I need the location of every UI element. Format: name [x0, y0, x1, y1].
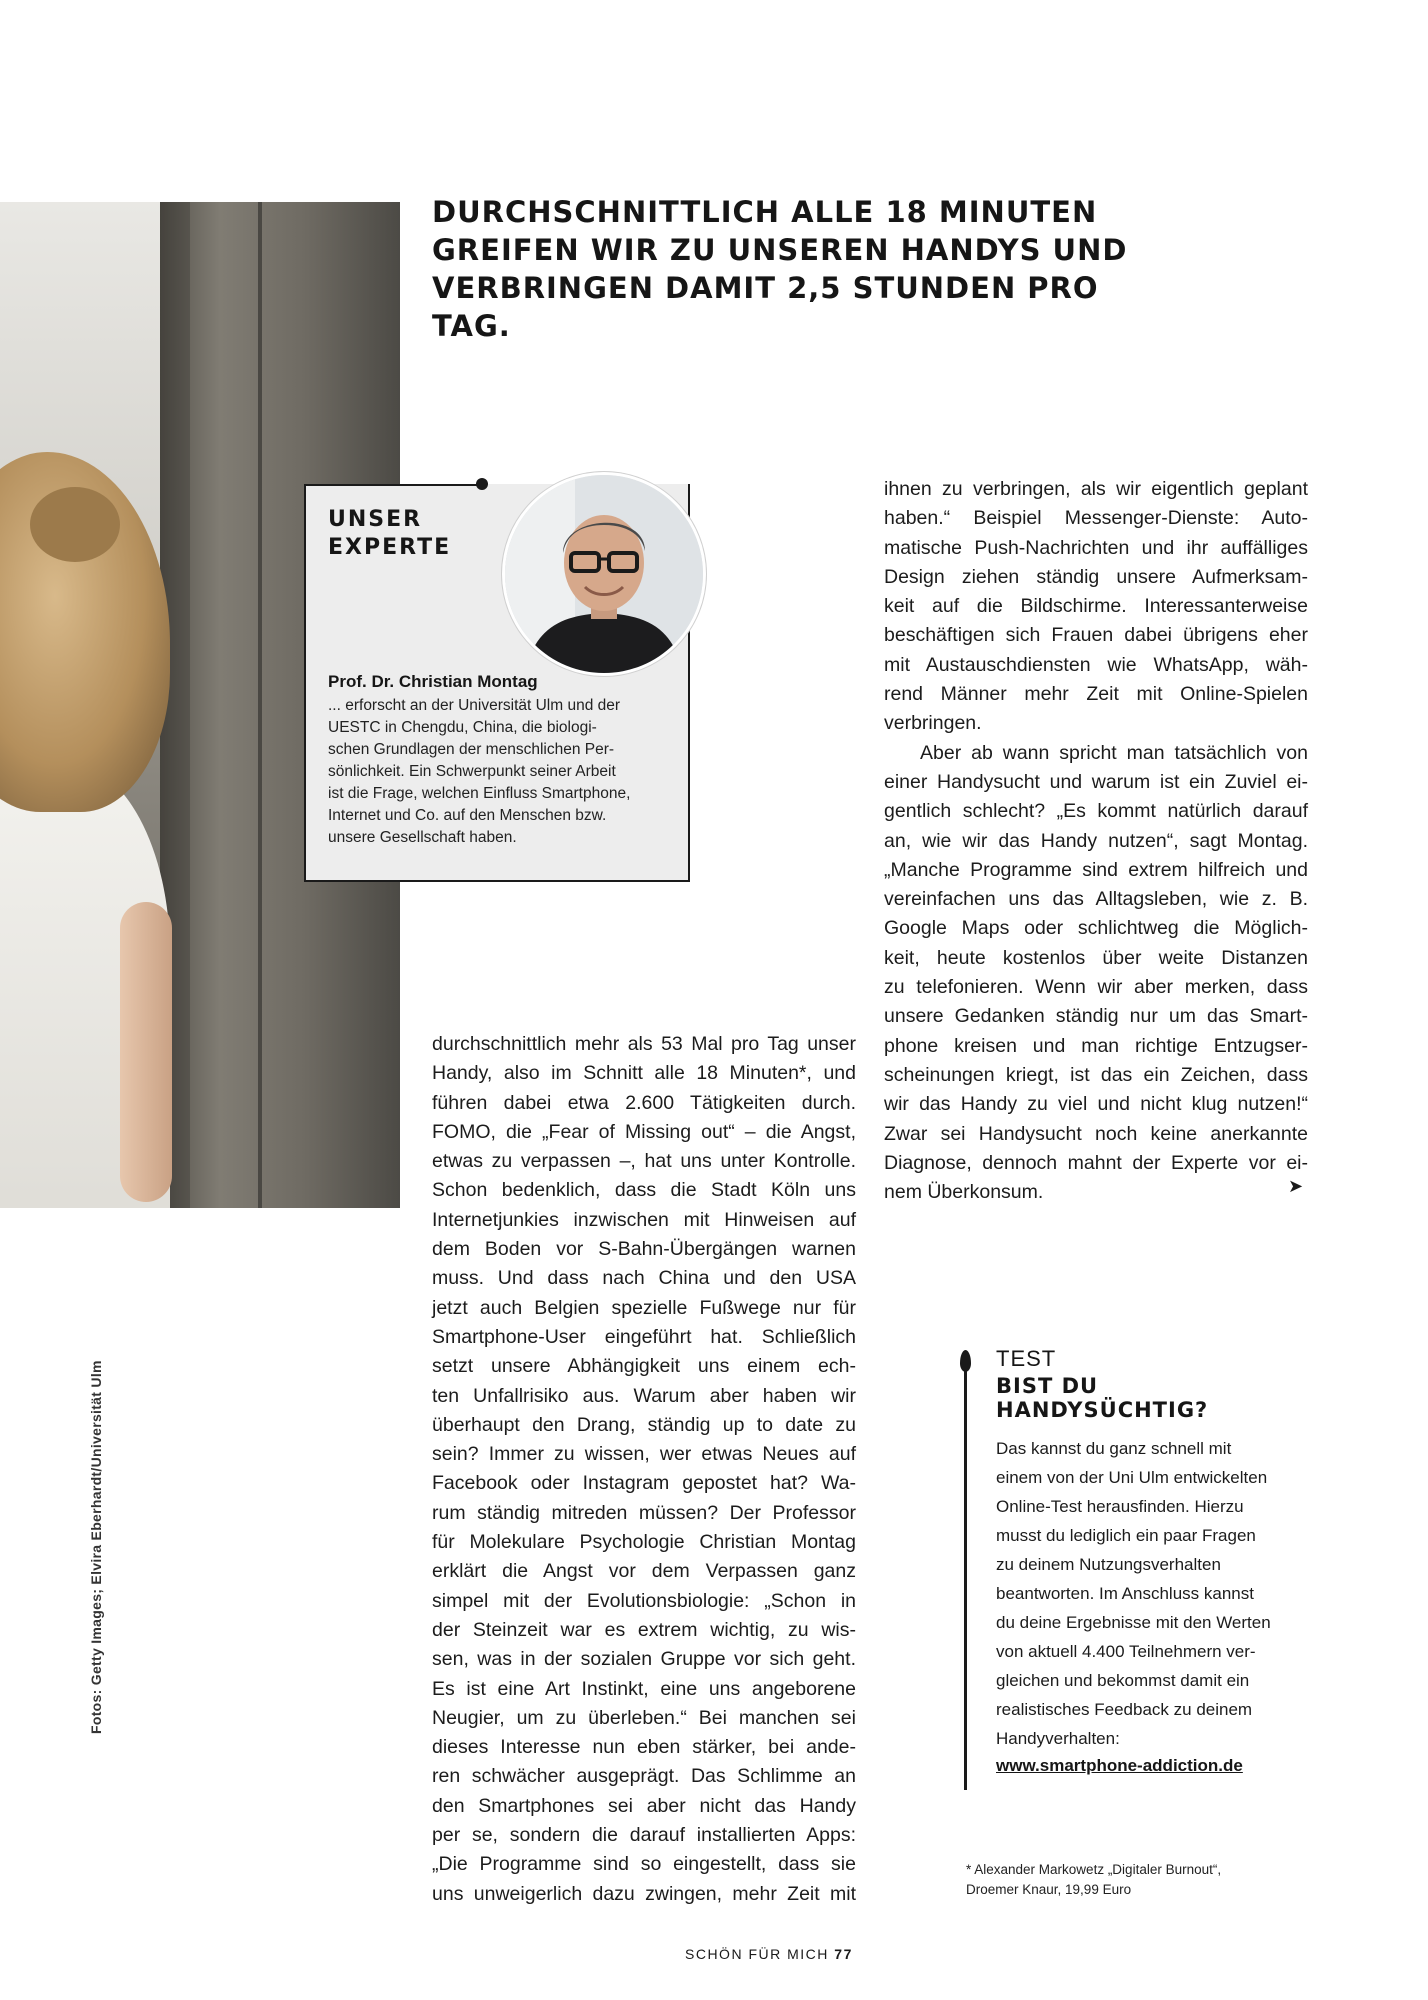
- body-line: jetzt auch Belgien spezielle Fußwege nur für: [432, 1296, 856, 1319]
- body-line: durchschnittlich mehr als 53 Mal pro Tag unser: [432, 1033, 856, 1055]
- test-body-line: zu deinem Nutzungsverhalten: [996, 1555, 1221, 1574]
- test-sidebar-rule: [964, 1360, 967, 1790]
- body-line: Smartphone-User eingeführt hat. Schließlich: [432, 1325, 856, 1348]
- test-body: [996, 1434, 1316, 1753]
- test-body-line: beantworten. Im Anschluss kannst: [996, 1584, 1254, 1603]
- body-line: Design ziehen ständig unsere Aufmerksam-: [884, 565, 1308, 588]
- page-folio: [685, 1946, 853, 1962]
- test-body-line: Online-Test herausfinden. Hierzu: [996, 1497, 1244, 1516]
- body-line: dem Boden vor S-Bahn-Übergängen warnen: [432, 1238, 856, 1261]
- test-body-line: musst du lediglich ein paar Fragen: [996, 1526, 1256, 1545]
- magazine-name: SCHÖN FÜR MICH: [685, 1946, 829, 1962]
- test-sidebar: [960, 1342, 1310, 1792]
- footnote: [966, 1860, 1221, 1900]
- body-line: haben.“ Beispiel Messenger-Dienste: Auto-: [884, 507, 1308, 530]
- expert-box-left-rule: [304, 484, 306, 880]
- headline-line: GREIFEN WIR ZU UNSEREN HANDYS UND: [432, 233, 1128, 267]
- page-headline: [432, 193, 1152, 345]
- footnote-line: Droemer Knaur, 19,99 Euro: [966, 1882, 1132, 1897]
- body-line: einer Handysucht und warum ist ein Zuviel ei-: [884, 770, 1308, 793]
- body-line: überhaupt den Drang, ständig up to date zu: [432, 1413, 856, 1436]
- test-body-line: du deine Ergebnisse mit den Werten: [996, 1613, 1271, 1632]
- photo-person-hair-bun: [30, 487, 120, 562]
- body-line: setzt unsere Abhängigkeit uns einem ech-: [432, 1355, 856, 1378]
- body-line: ten Unfallrisiko aus. Warum aber haben wir: [432, 1384, 856, 1407]
- test-body-line: Das kannst du ganz schnell mit: [996, 1439, 1232, 1458]
- body-line: für Molekulare Psychologie Christian Montag: [432, 1531, 856, 1554]
- body-line: den Smartphones sei aber nicht das Handy: [432, 1794, 856, 1817]
- body-line: zu telefonieren. Wenn wir aber merken, dass: [884, 976, 1308, 999]
- headline-line: DURCHSCHNITTLICH ALLE 18 MINUTEN: [432, 195, 1098, 229]
- expert-bio-line: sönlichkeit. Ein Schwerpunkt seiner Arbeit: [328, 763, 616, 780]
- expert-box: [304, 484, 690, 882]
- body-line: Zwar sei Handysucht noch keine anerkannte: [884, 1122, 1308, 1145]
- page-number: 77: [834, 1946, 853, 1962]
- continue-arrow-icon: ➤: [1288, 1176, 1304, 1196]
- test-body-line: einem von der Uni Ulm entwickelten: [996, 1468, 1268, 1487]
- body-line: an, wie wir das Handy nutzen“, sagt Montag.: [884, 829, 1308, 852]
- photo-person-arm: [120, 902, 172, 1202]
- footnote-line: * Alexander Markowetz „Digitaler Burnout“,: [966, 1862, 1222, 1877]
- body-line: der Steinzeit war es extrem wichtig, zu wis-: [432, 1618, 856, 1641]
- body-line: rend Männer mehr Zeit mit Online-Spielen: [884, 683, 1308, 706]
- body-line: matische Push-Nachrichten und ihr auffälliges: [884, 536, 1308, 559]
- photo-pillar-edge: [258, 202, 262, 1208]
- body-line: beschäftigen sich Frauen dabei übrigens eher: [884, 624, 1308, 647]
- body-column-right: [884, 475, 1308, 1207]
- headline-line: VERBRINGEN DAMIT 2,5 STUNDEN PRO TAG.: [432, 271, 1099, 343]
- body-line: wir das Handy zu viel und nicht klug nutzen!“: [884, 1093, 1308, 1116]
- body-line: Es ist eine Art Instinkt, eine uns angeborene: [432, 1677, 856, 1700]
- body-line: Neugier, um zu überleben.“ Bei manchen sei: [432, 1706, 856, 1729]
- body-line: Google Maps oder schlichtweg die Möglich-: [884, 917, 1308, 940]
- expert-name: Prof. Dr. Christian Montag: [328, 672, 538, 691]
- photo-credit: Fotos: Getty Images; Elvira Eberhardt/Universität Ulm: [88, 1360, 104, 1734]
- test-body-line: von aktuell 4.400 Teilnehmern ver-: [996, 1642, 1256, 1661]
- body-line: sein? Immer zu wissen, wer etwas Neues auf: [432, 1443, 856, 1466]
- body-line: Facebook oder Instagram gepostet hat? Wa-: [432, 1472, 856, 1495]
- body-line: keit, heute kostenlos über weite Distanzen: [884, 946, 1308, 969]
- body-line: simpel mit der Evolutionsbiologie: „Schon in: [432, 1589, 856, 1612]
- body-line: etwas zu verpassen –, hat uns unter Kontrolle.: [432, 1150, 856, 1173]
- body-line: „Die Programme sind so eingestellt, dass sie: [432, 1853, 856, 1876]
- expert-title-line: UNSER: [328, 507, 423, 532]
- expert-bio: [328, 695, 668, 849]
- expert-box-title: [328, 506, 451, 562]
- body-line: mit Austauschdiensten wie WhatsApp, wäh-: [884, 653, 1308, 676]
- body-line: nem Überkonsum.: [884, 1181, 1044, 1204]
- pin-dot-icon: [476, 478, 488, 490]
- body-line: FOMO, die „Fear of Missing out“ – die Angst,: [432, 1120, 856, 1143]
- body-line: rum ständig mitreden müssen? Der Professor: [432, 1501, 856, 1524]
- body-line: Diagnose, dennoch mahnt der Experte vor ei-: [884, 1151, 1308, 1174]
- expert-portrait-image: [505, 475, 703, 673]
- expert-bio-line: unsere Gesellschaft haben.: [328, 829, 517, 846]
- body-line: per se, sondern die darauf installierten Apps:: [432, 1824, 856, 1847]
- body-line: ren schwächer ausgeprägt. Das Schlimme an: [432, 1765, 856, 1788]
- expert-box-top-rule: [304, 484, 484, 486]
- body-line: ihnen zu verbringen, als wir eigentlich geplant: [884, 478, 1308, 500]
- expert-title-line: EXPERTE: [328, 535, 452, 560]
- test-body-line: realistisches Feedback zu deinem: [996, 1700, 1253, 1719]
- body-line: führen dabei etwa 2.600 Tätigkeiten durch.: [432, 1091, 856, 1114]
- body-line: muss. Und dass nach China und den USA: [432, 1267, 856, 1290]
- pin-drop-icon: [960, 1350, 971, 1372]
- expert-bio-line: schen Grundlagen der menschlichen Per-: [328, 741, 615, 758]
- body-line: vereinfachen uns das Alltagsleben, wie z. B.: [884, 888, 1308, 911]
- test-title: BIST DU HANDYSÜCHTIG?: [996, 1374, 1209, 1422]
- body-line: verbringen.: [884, 712, 982, 735]
- body-line: erklärt die Angst vor dem Verpassen ganz: [432, 1560, 856, 1583]
- body-column-middle: [432, 1030, 856, 1909]
- body-line: Handy, also im Schnitt alle 18 Minuten*, und: [432, 1062, 856, 1085]
- body-line: dieses Interesse nun eben stärker, bei ande-: [432, 1736, 856, 1759]
- body-line: keit auf die Bildschirme. Interessanterweise: [884, 595, 1308, 618]
- test-body-line: gleichen und bekommst damit ein: [996, 1671, 1250, 1690]
- body-line: Schon bedenklich, dass die Stadt Köln uns: [432, 1179, 856, 1202]
- body-line: scheinungen kriegt, ist das ein Zeichen, dass: [884, 1063, 1308, 1086]
- body-line: Aber ab wann spricht man tatsächlich von: [920, 741, 1308, 764]
- expert-portrait: [502, 472, 706, 676]
- expert-bio-line: ist die Frage, welchen Einfluss Smartphone,: [328, 785, 631, 802]
- body-line: phone kreisen und man richtige Entzugser-: [884, 1034, 1308, 1057]
- body-line: „Manche Programme sind extrem hilfreich und: [884, 858, 1308, 881]
- body-line: unsere Gedanken ständig nur um das Smart-: [884, 1005, 1308, 1028]
- expert-bio-line: UESTC in Chengdu, China, die biologi-: [328, 719, 597, 736]
- expert-bio-line: ... erforscht an der Universität Ulm und der: [328, 697, 621, 714]
- body-line: uns unweigerlich dazu zwingen, mehr Zeit mit: [432, 1882, 856, 1905]
- test-url-link[interactable]: www.smartphone-addiction.de: [996, 1756, 1243, 1775]
- body-line: sen, was in der sozialen Gruppe vor sich geht.: [432, 1648, 856, 1671]
- test-label: TEST: [996, 1346, 1057, 1371]
- body-line: gentlich schlecht? „Es kommt natürlich darauf: [884, 800, 1308, 823]
- body-line: Internetjunkies inzwischen mit Hinweisen auf: [432, 1208, 856, 1231]
- expert-bio-line: Internet und Co. auf den Menschen bzw.: [328, 807, 607, 824]
- test-body-line: Handyverhalten:: [996, 1729, 1120, 1748]
